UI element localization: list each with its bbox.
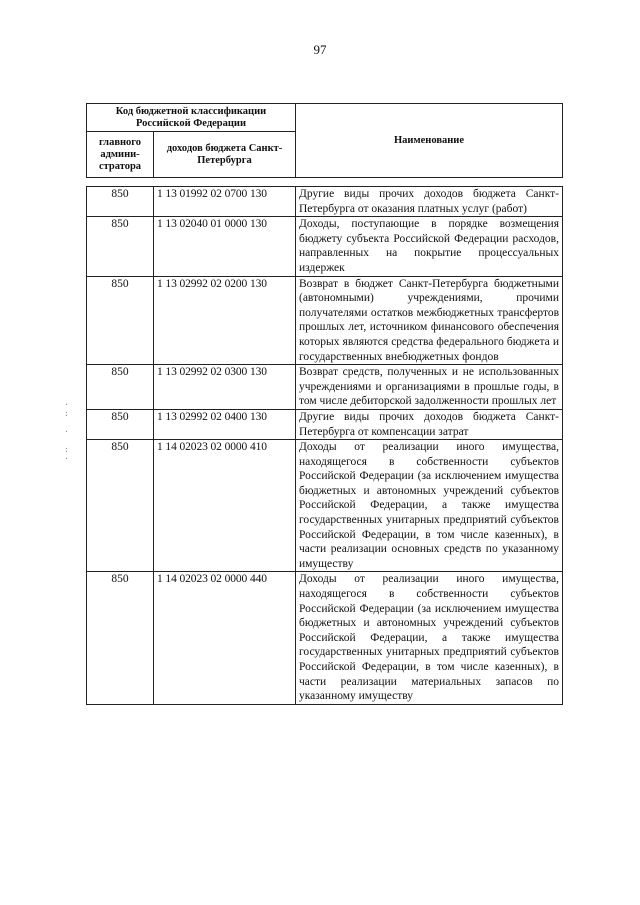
name-cell: Доходы от реализации иного имущества, находящегося в собственности субъектов Российской Федерации (за исключением имущества бюджетных и автономных учреждений субъектов Российской Федерации, а также имущества государственных унитарных предприятий субъектов Российской Федерации, в том числе казенных), в части реализации материальных запасов по указанному имуществу xyxy=(296,572,563,704)
admin-code-cell: 850 xyxy=(87,187,154,217)
table-row xyxy=(87,187,563,217)
admin-code-cell: 850 xyxy=(87,365,154,410)
income-code-cell: 1 14 02023 02 0000 410 xyxy=(154,440,296,572)
name-cell: Другие виды прочих доходов бюджета Санкт-Петербурга от оказания платных услуг (работ) xyxy=(296,187,563,217)
income-code-cell: 1 13 02992 02 0300 130 xyxy=(154,365,296,410)
admin-code-cell: 850 xyxy=(87,409,154,439)
name-column-header: Наименование xyxy=(296,104,563,178)
admin-code-cell: 850 xyxy=(87,276,154,365)
admin-column-header: главного админи-стратора xyxy=(87,132,154,178)
income-code-cell: 1 13 02992 02 0200 130 xyxy=(154,276,296,365)
table-row xyxy=(87,440,563,572)
classification-group-title: Код бюджетной классификации Российской Федерации xyxy=(87,104,296,132)
table-row xyxy=(87,365,563,410)
admin-code-cell: 850 xyxy=(87,217,154,276)
income-code-cell: 1 13 01992 02 0700 130 xyxy=(154,187,296,217)
revenue-table xyxy=(86,186,563,705)
income-code-cell: 1 13 02992 02 0400 130 xyxy=(154,409,296,439)
name-cell: Доходы от реализации иного имущества, находящегося в собственности субъектов Российской Федерации (за исключением имущества бюджетных и автономных учреждений субъектов Российской Федерации, а также имущества государственных унитарных предприятий субъектов Российской Федерации, в том числе казенных), в части реализации основных средств по указанному имуществу xyxy=(296,440,563,572)
name-cell: Возврат средств, полученных и не использованных учреждениями и организациями в прошлые годы, в том числе дебиторской задолженности прошлых лет xyxy=(296,365,563,410)
table-row xyxy=(87,409,563,439)
name-cell: Другие виды прочих доходов бюджета Санкт-Петербурга от компенсации затрат xyxy=(296,409,563,439)
table-body xyxy=(87,187,563,705)
admin-code-cell: 850 xyxy=(87,440,154,572)
income-code-cell: 1 14 02023 02 0000 440 xyxy=(154,572,296,704)
margin-marks: · : · : · xyxy=(64,400,69,463)
table-row xyxy=(87,217,563,276)
admin-code-cell: 850 xyxy=(87,572,154,704)
table-header xyxy=(86,103,563,178)
income-code-cell: 1 13 02040 01 0000 130 xyxy=(154,217,296,276)
page-number: 97 xyxy=(313,42,327,57)
table-row xyxy=(87,572,563,704)
name-cell: Доходы, поступающие в порядке возмещения бюджету субъекта Российской Федерации расходов, направленных на покрытие процессуальных издержек xyxy=(296,217,563,276)
table-row xyxy=(87,276,563,365)
name-cell: Возврат в бюджет Санкт-Петербурга бюджетными (автономными) учреждениями, прочими получателями остатков межбюджетных трансфертов прошлых лет, источником финансового обеспечения которых являются средства федерального бюджета и государственных внебюджетных фондов xyxy=(296,276,563,365)
income-column-header: доходов бюджета Санкт-Петербурга xyxy=(154,132,296,178)
